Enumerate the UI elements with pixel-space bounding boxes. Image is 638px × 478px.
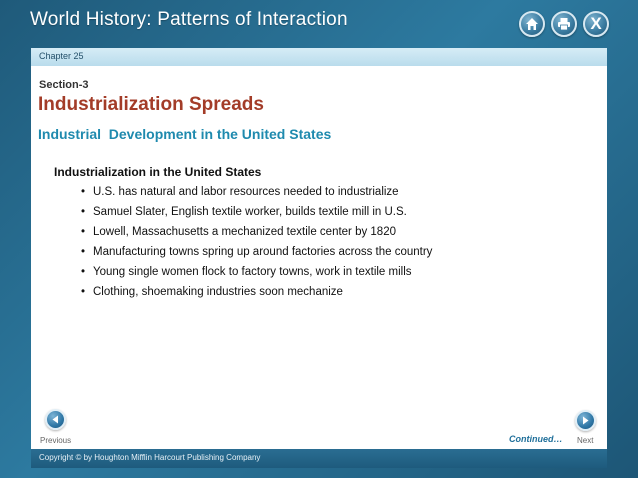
previous-button[interactable] (45, 409, 66, 430)
bullet-icon: • (81, 226, 86, 238)
slide-panel (31, 48, 607, 449)
chapter-label: Chapter 25 (39, 51, 84, 61)
arrow-right-icon (581, 416, 590, 425)
page-subtitle: Industrial Development in the United States (38, 126, 332, 142)
previous-label[interactable]: Previous (40, 436, 72, 445)
list-item (81, 242, 432, 262)
bullet-text: Young single women flock to factory towns, work in textile mills (93, 266, 412, 278)
content-heading: Industrialization in the United States (54, 165, 262, 179)
footer-bar (31, 449, 607, 468)
list-item (81, 182, 432, 202)
app-title: World History: Patterns of Interaction (30, 9, 348, 30)
close-icon: X (590, 14, 602, 33)
section-label: Section-3 (39, 79, 89, 91)
bullet-icon: • (81, 206, 86, 218)
close-button[interactable] (583, 11, 609, 37)
list-item (81, 202, 432, 222)
chapter-strip (31, 48, 607, 66)
bullet-text: Clothing, shoemaking industries soon mechanize (93, 286, 343, 298)
home-icon (525, 17, 539, 31)
print-icon (557, 17, 571, 31)
bullet-icon: • (81, 246, 86, 258)
list-item (81, 282, 432, 302)
page-title: Industrialization Spreads (38, 94, 264, 115)
bullet-icon: • (81, 266, 86, 278)
home-button[interactable] (519, 11, 545, 37)
list-item (81, 262, 432, 282)
bullet-list (81, 182, 432, 302)
bullet-icon: • (81, 286, 86, 298)
copyright-text: Copyright © by Houghton Mifflin Harcourt Publishing Company (39, 453, 261, 462)
list-item (81, 222, 432, 242)
bullet-text: Lowell, Massachusetts a mechanized textile center by 1820 (93, 226, 396, 238)
bullet-text: U.S. has natural and labor resources needed to industrialize (93, 186, 399, 198)
continued-label: Continued… (509, 434, 563, 444)
next-button[interactable] (575, 410, 596, 431)
bullet-icon: • (81, 186, 86, 198)
bullet-text: Samuel Slater, English textile worker, builds textile mill in U.S. (93, 206, 407, 218)
next-label[interactable]: Next (577, 436, 594, 445)
arrow-left-icon (51, 415, 60, 424)
bullet-text: Manufacturing towns spring up around factories across the country (93, 246, 433, 258)
print-button[interactable] (551, 11, 577, 37)
